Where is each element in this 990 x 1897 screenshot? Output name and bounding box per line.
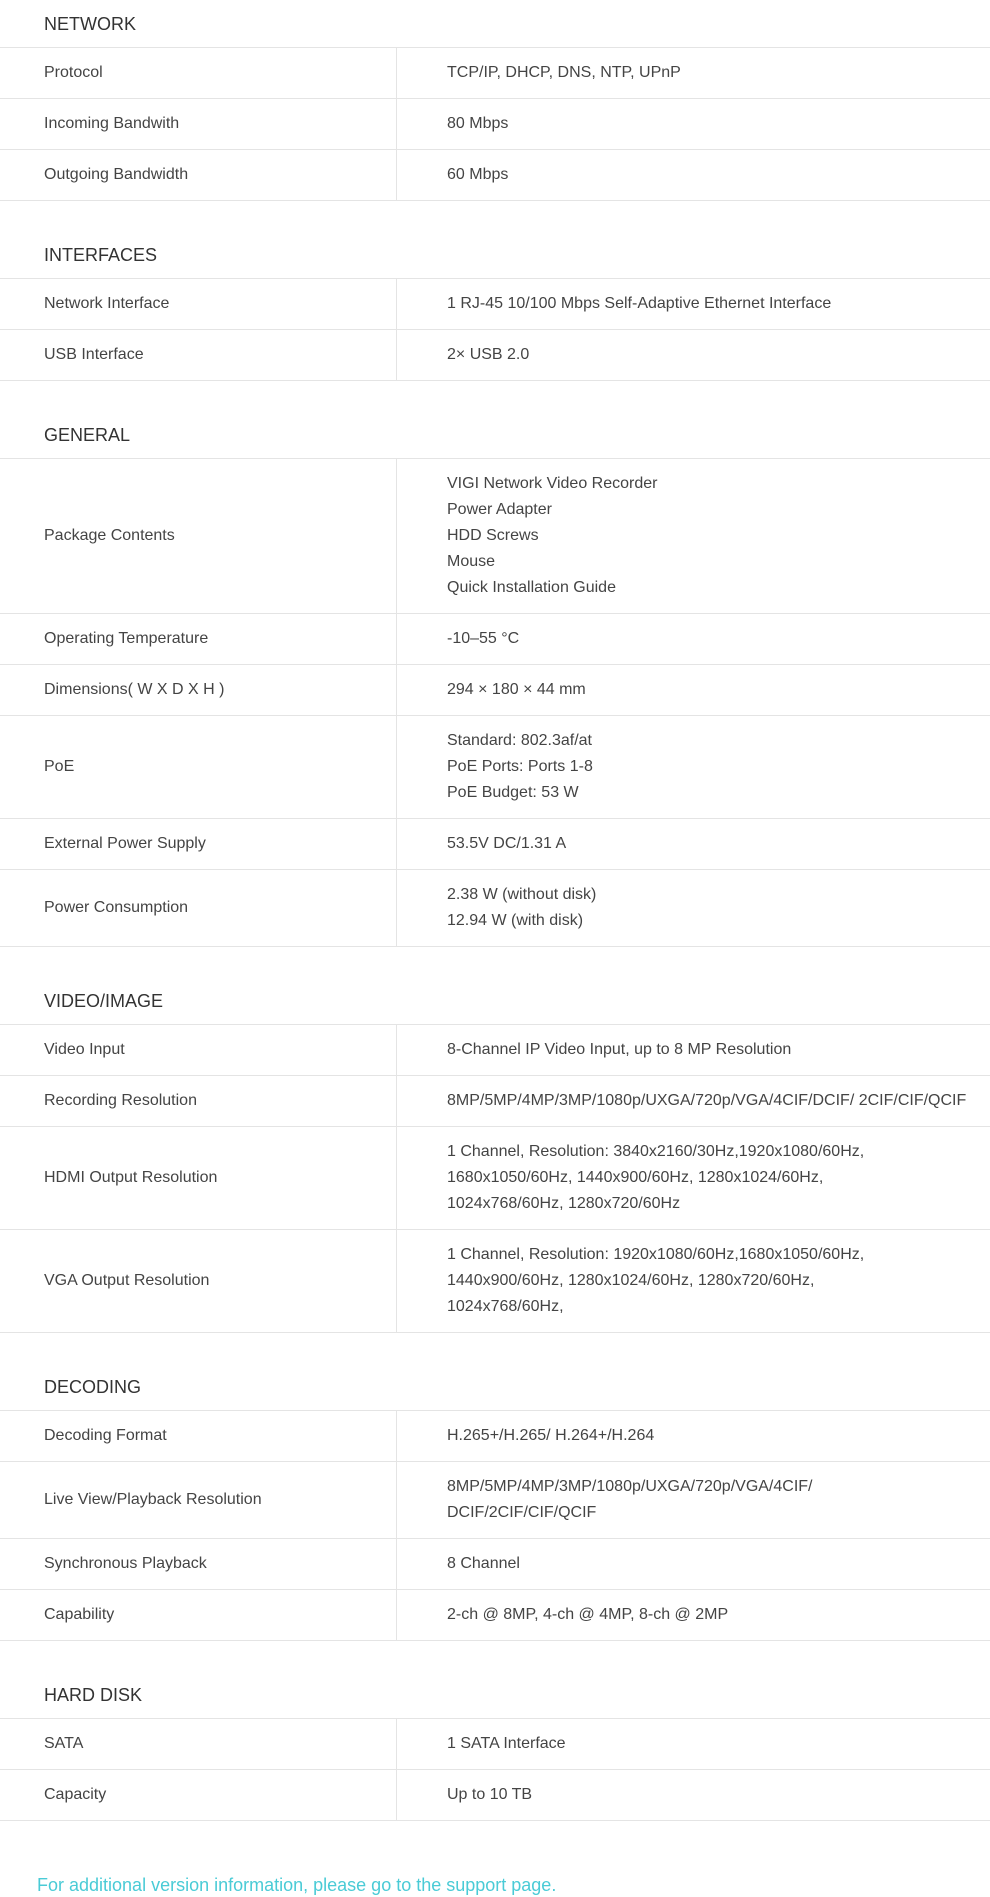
spec-value-line: 1 RJ-45 10/100 Mbps Self-Adaptive Ethernet Interface <box>447 295 832 312</box>
spec-value <box>397 1719 990 1769</box>
spec-value-line: 53.5V DC/1.31 A <box>447 835 567 852</box>
spec-value-line: 12.94 W (with disk) <box>447 912 584 929</box>
spec-row <box>0 1539 990 1590</box>
spec-section <box>0 411 990 947</box>
spec-value <box>397 459 990 613</box>
section-title: DECODING <box>0 1363 990 1411</box>
spec-label: USB Interface <box>0 330 397 380</box>
spec-value <box>397 1770 990 1820</box>
spec-value-line: 1680x1050/60Hz, 1440x900/60Hz, 1280x1024/60Hz, <box>447 1169 824 1186</box>
spec-value-line: HDD Screws <box>447 527 539 544</box>
spec-row <box>0 819 990 870</box>
spec-value-line: 1440x900/60Hz, 1280x1024/60Hz, 1280x720/60Hz, <box>447 1272 815 1289</box>
spec-row <box>0 870 990 947</box>
section-title: NETWORK <box>0 0 990 48</box>
spec-value <box>397 150 990 200</box>
spec-value <box>397 819 990 869</box>
spec-row <box>0 459 990 614</box>
spec-value <box>397 665 990 715</box>
spec-row <box>0 1770 990 1821</box>
spec-value-line: Quick Installation Guide <box>447 579 616 596</box>
spec-label: Capacity <box>0 1770 397 1820</box>
spec-label: Capability <box>0 1590 397 1640</box>
spec-value-line: 1 Channel, Resolution: 3840x2160/30Hz,1920x1080/60Hz, <box>447 1143 865 1160</box>
spec-row <box>0 150 990 201</box>
spec-value-line: -10–55 °C <box>447 630 520 647</box>
spec-value-line: Power Adapter <box>447 501 552 518</box>
spec-section <box>0 1671 990 1821</box>
spec-row <box>0 1230 990 1333</box>
spec-row <box>0 614 990 665</box>
spec-row <box>0 1719 990 1770</box>
spec-row <box>0 1462 990 1539</box>
spec-label: Dimensions( W X D X H ) <box>0 665 397 715</box>
spec-row <box>0 1025 990 1076</box>
spec-label: Decoding Format <box>0 1411 397 1461</box>
spec-value-line: Standard: 802.3af/at <box>447 732 592 749</box>
spec-label: PoE <box>0 716 397 818</box>
spec-value <box>397 1127 990 1229</box>
spec-row <box>0 330 990 381</box>
section-title: VIDEO/IMAGE <box>0 977 990 1025</box>
spec-value <box>397 1230 990 1332</box>
spec-value-line: 8-Channel IP Video Input, up to 8 MP Resolution <box>447 1041 792 1058</box>
spec-value-line: Up to 10 TB <box>447 1786 533 1803</box>
spec-label: Recording Resolution <box>0 1076 397 1126</box>
spec-value-line: 60 Mbps <box>447 166 509 183</box>
spec-value-line: 1 SATA Interface <box>447 1735 566 1752</box>
spec-label: SATA <box>0 1719 397 1769</box>
spec-value-line: 2.38 W (without disk) <box>447 886 597 903</box>
spec-value-line: Mouse <box>447 553 496 570</box>
spec-value-line: 1024x768/60Hz, 1280x720/60Hz <box>447 1195 681 1212</box>
spec-section <box>0 0 990 201</box>
spec-value <box>397 99 990 149</box>
spec-value <box>397 1539 990 1589</box>
spec-label: HDMI Output Resolution <box>0 1127 397 1229</box>
spec-value-line: TCP/IP, DHCP, DNS, NTP, UPnP <box>447 64 681 81</box>
section-title: GENERAL <box>0 411 990 459</box>
spec-value-line: 8MP/5MP/4MP/3MP/1080p/UXGA/720p/VGA/4CIF/DCIF/ 2CIF/CIF/QCIF <box>447 1092 967 1109</box>
spec-row <box>0 1590 990 1641</box>
spec-label: Video Input <box>0 1025 397 1075</box>
spec-row <box>0 99 990 150</box>
spec-section <box>0 231 990 381</box>
spec-row <box>0 1127 990 1230</box>
spec-label: Outgoing Bandwidth <box>0 150 397 200</box>
spec-row <box>0 48 990 99</box>
section-title: HARD DISK <box>0 1671 990 1719</box>
spec-value <box>397 1462 990 1538</box>
spec-label: External Power Supply <box>0 819 397 869</box>
spec-value-line: PoE Ports: Ports 1-8 <box>447 758 593 775</box>
spec-label: Package Contents <box>0 459 397 613</box>
spec-label: Synchronous Playback <box>0 1539 397 1589</box>
spec-value-line: 294 × 180 × 44 mm <box>447 681 586 698</box>
spec-value-line: H.265+/H.265/ H.264+/H.264 <box>447 1427 655 1444</box>
spec-row <box>0 716 990 819</box>
spec-value-line: VIGI Network Video Recorder <box>447 475 658 492</box>
spec-value <box>397 1411 990 1461</box>
spec-section <box>0 1363 990 1641</box>
spec-value <box>397 48 990 98</box>
spec-value <box>397 870 990 946</box>
spec-section <box>0 977 990 1333</box>
spec-value-line: 1 Channel, Resolution: 1920x1080/60Hz,1680x1050/60Hz, <box>447 1246 865 1263</box>
spec-row <box>0 1076 990 1127</box>
spec-label: VGA Output Resolution <box>0 1230 397 1332</box>
spec-value <box>397 1025 990 1075</box>
spec-value-line: 8 Channel <box>447 1555 520 1572</box>
section-title: INTERFACES <box>0 231 990 279</box>
spec-label: Operating Temperature <box>0 614 397 664</box>
spec-value-line: 2× USB 2.0 <box>447 346 530 363</box>
spec-label: Protocol <box>0 48 397 98</box>
spec-label: Live View/Playback Resolution <box>0 1462 397 1538</box>
spec-value <box>397 614 990 664</box>
spec-label: Network Interface <box>0 279 397 329</box>
spec-value <box>397 1590 990 1640</box>
spec-row <box>0 1411 990 1462</box>
spec-label: Incoming Bandwith <box>0 99 397 149</box>
support-page-link[interactable]: For additional version information, please go to the support page. <box>37 1875 557 1895</box>
spec-value <box>397 716 990 818</box>
spec-value-line: DCIF/2CIF/CIF/QCIF <box>447 1504 597 1521</box>
spec-value <box>397 1076 990 1126</box>
spec-row <box>0 279 990 330</box>
spec-value-line: 8MP/5MP/4MP/3MP/1080p/UXGA/720p/VGA/4CIF/ <box>447 1478 813 1495</box>
spec-value-line: 2-ch @ 8MP, 4-ch @ 4MP, 8-ch @ 2MP <box>447 1606 729 1623</box>
spec-value-line: PoE Budget: 53 W <box>447 784 579 801</box>
spec-value-line: 1024x768/60Hz, <box>447 1298 564 1315</box>
spec-value <box>397 330 990 380</box>
spec-row <box>0 665 990 716</box>
spec-value-line: 80 Mbps <box>447 115 509 132</box>
spec-label: Power Consumption <box>0 870 397 946</box>
spec-value <box>397 279 990 329</box>
